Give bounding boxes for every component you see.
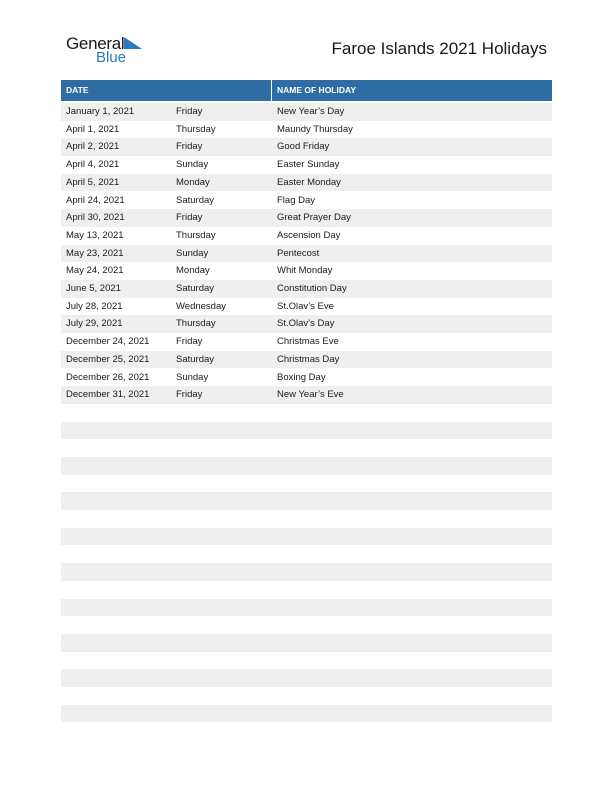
table-row: [61, 315, 552, 333]
holiday-name: Maundy Thursday: [277, 123, 353, 135]
holiday-date: April 5, 2021: [66, 176, 120, 188]
table-row: [61, 404, 552, 422]
holiday-weekday: Saturday: [176, 353, 215, 365]
holiday-date: April 30, 2021: [66, 212, 125, 224]
holiday-name: Boxing Day: [277, 371, 326, 383]
logo-blue-text: Blue: [96, 49, 127, 66]
holiday-name: Great Prayer Day: [277, 212, 351, 224]
holiday-weekday: Wednesday: [176, 300, 226, 312]
holiday-weekday: Sunday: [176, 371, 209, 383]
table-row: [61, 687, 552, 705]
holiday-name: Pentecost: [277, 247, 320, 259]
holiday-date: April 1, 2021: [66, 123, 120, 135]
table-row: [61, 475, 552, 493]
holiday-date: January 1, 2021: [66, 106, 135, 117]
holiday-date: May 24, 2021: [66, 265, 124, 277]
table-row: [61, 669, 552, 687]
table-row: [61, 138, 552, 156]
holiday-weekday: Sunday: [176, 159, 209, 171]
table-row: [61, 457, 552, 475]
holiday-name: St.Olav’s Day: [277, 318, 335, 330]
table-row: [61, 245, 552, 263]
holiday-name: Ascension Day: [277, 229, 341, 241]
table-row: [61, 192, 552, 210]
holiday-name: New Year’s Day: [277, 106, 345, 117]
table-row: [61, 634, 552, 652]
holiday-date: June 5, 2021: [66, 283, 121, 294]
holiday-date: December 24, 2021: [66, 336, 150, 348]
holiday-weekday: Friday: [176, 106, 203, 117]
holiday-date: December 25, 2021: [66, 353, 150, 365]
table-row: [61, 652, 552, 670]
header-date: DATE: [66, 85, 89, 95]
holiday-date: May 23, 2021: [66, 247, 124, 259]
table-row: [61, 528, 552, 546]
table-row: [61, 422, 552, 440]
holiday-date: July 28, 2021: [66, 300, 123, 312]
holiday-weekday: Saturday: [176, 194, 215, 206]
holiday-name: Good Friday: [277, 141, 330, 153]
holiday-date: July 29, 2021: [66, 318, 123, 330]
holiday-name: New Year’s Eve: [277, 389, 344, 401]
table-row: [61, 439, 552, 457]
table-row: [61, 121, 552, 139]
header-holiday-name: NAME OF HOLIDAY: [277, 85, 357, 95]
table-row: [61, 209, 552, 227]
table-row: [61, 369, 552, 387]
holiday-name: Easter Monday: [277, 176, 341, 188]
table-row: [61, 705, 552, 723]
holiday-date: April 2, 2021: [66, 141, 120, 153]
table-row: [61, 227, 552, 245]
holiday-weekday: Thursday: [176, 123, 216, 135]
table-row: [61, 280, 552, 298]
table-row: [61, 510, 552, 528]
generalblue-logo: [66, 34, 156, 68]
table-row: [61, 351, 552, 369]
holiday-weekday: Friday: [176, 212, 203, 224]
table-row: [61, 599, 552, 617]
holiday-weekday: Thursday: [176, 318, 216, 330]
holiday-date: May 13, 2021: [66, 229, 124, 241]
holiday-weekday: Thursday: [176, 229, 216, 241]
table-row: [61, 616, 552, 634]
table-row: [61, 262, 552, 280]
holiday-name: Easter Sunday: [277, 159, 340, 171]
holiday-date: December 26, 2021: [66, 371, 150, 383]
table-row: [61, 563, 552, 581]
holiday-weekday: Monday: [176, 265, 210, 277]
holiday-date: December 31, 2021: [66, 389, 150, 401]
holiday-name: Whit Monday: [277, 265, 333, 277]
holiday-weekday: Friday: [176, 389, 203, 401]
holiday-weekday: Sunday: [176, 247, 209, 259]
holiday-date: April 24, 2021: [66, 194, 125, 206]
holiday-date: April 4, 2021: [66, 159, 120, 171]
holiday-weekday: Friday: [176, 141, 203, 153]
logo-general-text: General: [66, 34, 125, 53]
holiday-name: Christmas Eve: [277, 336, 339, 348]
table-row: [61, 333, 552, 351]
page-title: Faroe Islands 2021 Holidays: [331, 39, 547, 58]
holiday-name: St.Olav’s Eve: [277, 300, 334, 312]
table-row: [61, 156, 552, 174]
table-row: [61, 386, 552, 404]
header-divider: [271, 80, 272, 101]
holiday-name: Constitution Day: [277, 283, 347, 294]
holiday-weekday: Monday: [176, 176, 210, 188]
table-row: [61, 103, 552, 121]
table-header: [61, 80, 552, 101]
table-row: [61, 174, 552, 192]
holiday-name: Flag Day: [277, 194, 316, 206]
holiday-weekday: Friday: [176, 336, 203, 348]
table-row: [61, 581, 552, 599]
table-row: [61, 546, 552, 564]
table-row: [61, 298, 552, 316]
table-row: [61, 492, 552, 510]
holiday-name: Christmas Day: [277, 353, 340, 365]
holiday-weekday: Saturday: [176, 283, 215, 294]
